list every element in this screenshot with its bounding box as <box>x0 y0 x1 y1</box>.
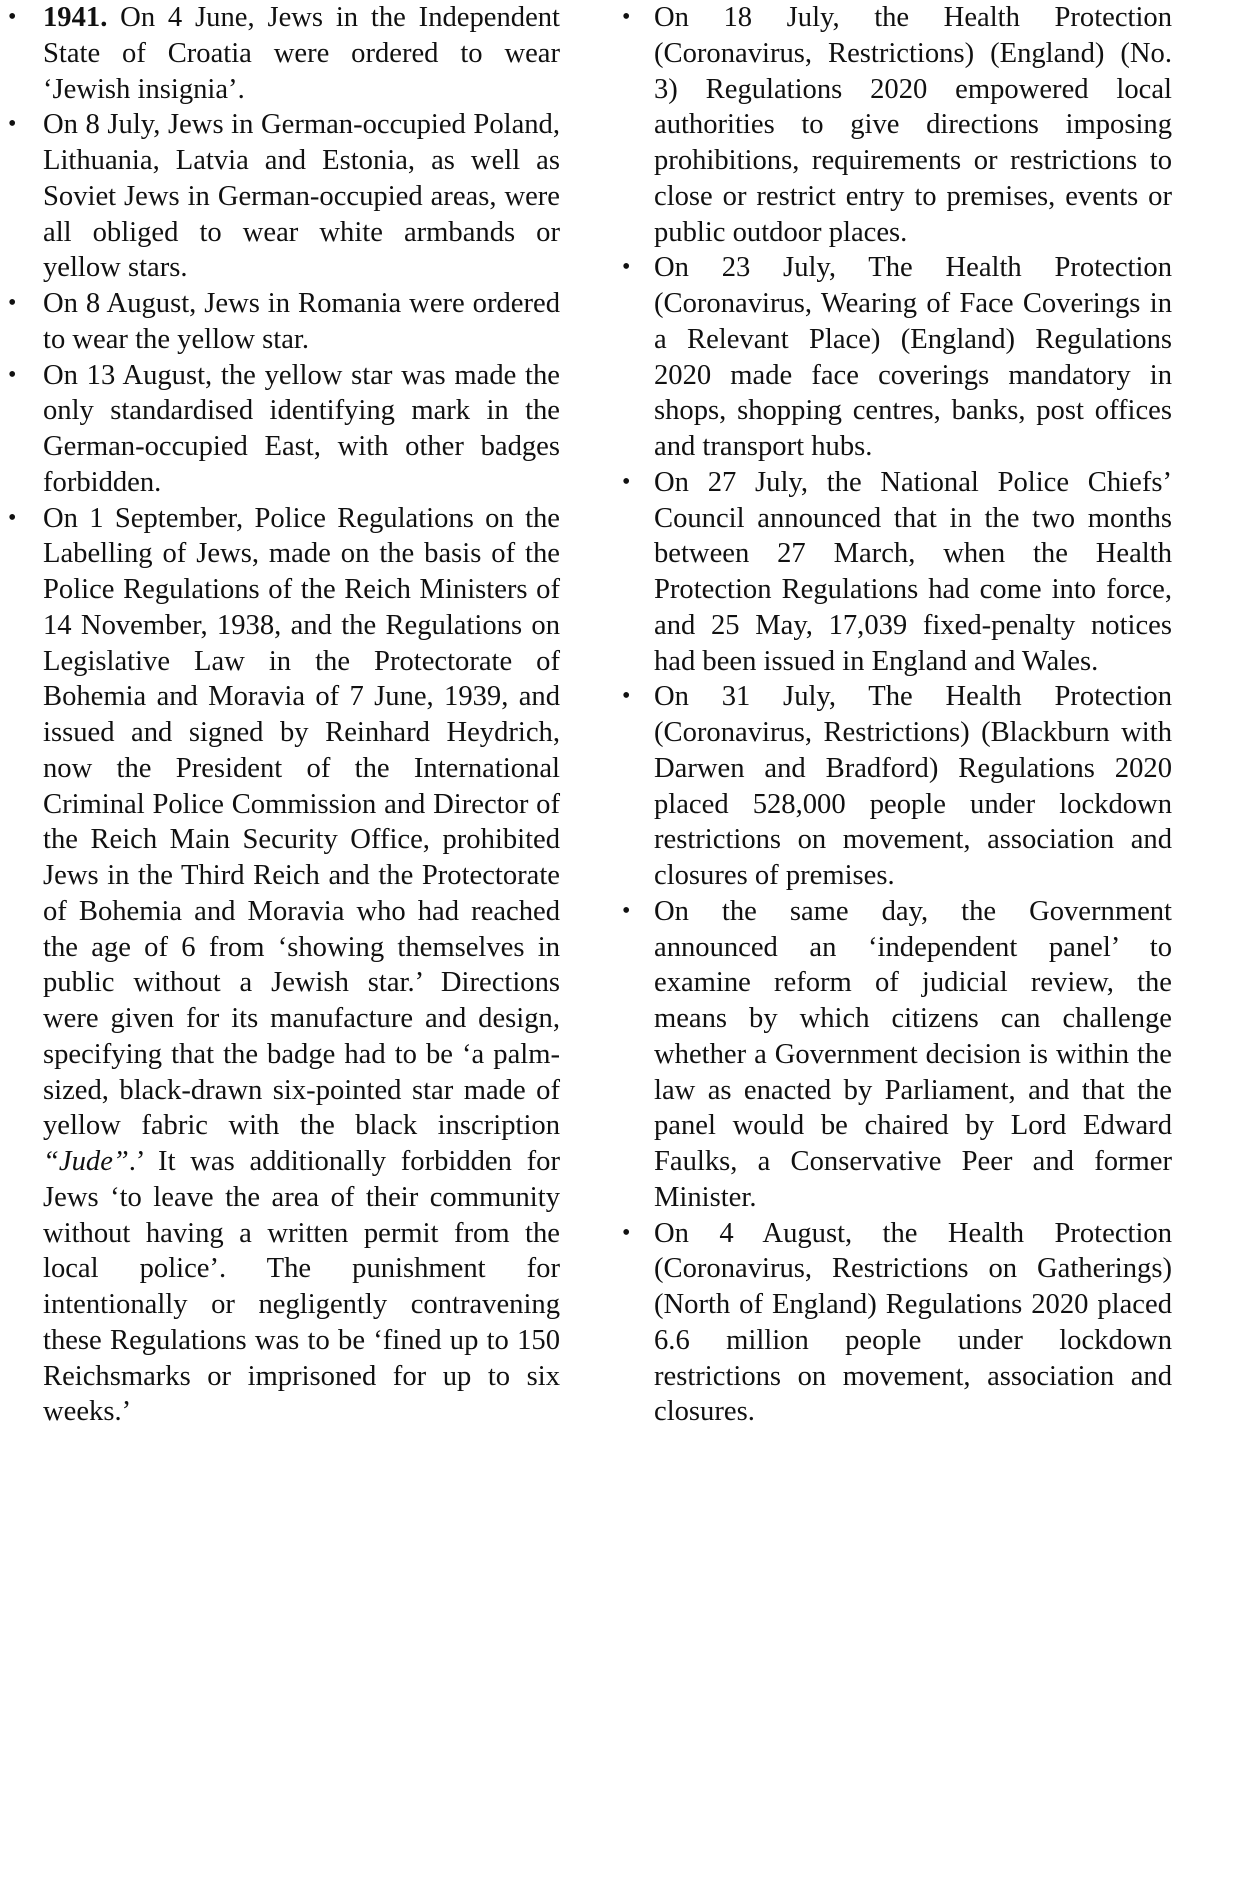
list-item <box>614 0 1172 250</box>
bullet-icon: • <box>8 111 17 138</box>
item-text: On 27 July, the National Police Chiefs’ Council announced that in the two months between 27 March, when the Health Protection Regulations had come into force, and 25 May, 17,039 fixed-penalty notices had been issued in England and Wales. <box>654 466 1172 677</box>
item-text: On 4 June, Jews in the Independent State of Croatia were ordered to wear ‘Jewish insignia’. <box>43 2 560 105</box>
item-text: On 31 July, The Health Protection (Coronavirus, Restrictions) (Blackburn with Darwen and Bradford) Regulations 2020 placed 528,000 people under lockdown restrictions on movement, association and closures of premises. <box>654 681 1172 891</box>
list-item <box>614 465 1172 680</box>
bullet-icon: • <box>622 254 631 281</box>
list-item <box>614 894 1172 1216</box>
bullet-icon: • <box>8 290 17 316</box>
list-item <box>0 358 560 501</box>
bullet-icon: • <box>622 4 631 30</box>
bullet-icon: • <box>8 504 17 531</box>
bullet-icon: • <box>8 361 17 388</box>
bullet-icon: • <box>622 897 631 924</box>
list-item <box>0 286 560 358</box>
item-text: On 8 July, Jews in German-occupied Poland, Lithuania, Latvia and Estonia, as well as Soviet Jews in German-occupied areas, were all obliged to wear white armbands or yellow stars. <box>43 109 560 284</box>
bullet-icon: • <box>8 4 17 30</box>
item-text: On 23 July, The Health Protection (Coronavirus, Wearing of Face Coverings in a Relevant Place) (England) Regulations 2020 made face coverings mandatory in shops, shopping centres, banks, post offices and transport hubs. <box>654 252 1172 462</box>
right-bullet-list <box>614 0 1172 1430</box>
list-item <box>0 107 560 286</box>
item-text: On 8 August, Jews in Romania were ordered to wear the yellow star. <box>43 288 560 355</box>
list-item <box>614 1216 1172 1431</box>
item-text-continued: .’ It was additionally forbidden for Jews ‘to leave the area of their community without having a written permit from the local police’. The punishment for intentionally or negligently contravening these Regulations was to be ‘fined up to 150 Reichsmarks or imprisoned for up to six weeks.’ <box>43 1146 560 1428</box>
left-column <box>0 0 560 1430</box>
right-column <box>614 0 1172 1430</box>
italic-inscription: “Jude” <box>43 1146 129 1177</box>
list-item <box>0 501 560 1431</box>
bullet-icon: • <box>622 1219 631 1246</box>
item-text: On 4 August, the Health Protection (Coronavirus, Restrictions on Gatherings) (North of England) Regulations 2020 placed 6.6 million people under lockdown restrictions on movement, association and closures. <box>654 1217 1172 1428</box>
list-item <box>0 0 560 107</box>
item-text: On 18 July, the Health Protection (Coronavirus, Restrictions) (England) (No. 3) Regulations 2020 empowered local authorities to give directions imposing prohibitions, requirements or restrictions to close or restrict entry to premises, events or public outdoor places. <box>654 2 1172 248</box>
bullet-icon: • <box>622 468 631 495</box>
year-label: 1941. <box>43 2 108 33</box>
bullet-icon: • <box>622 683 631 710</box>
item-text: On 13 August, the yellow star was made the only standardised identifying mark in the German-occupied East, with other badges forbidden. <box>43 359 560 498</box>
list-item <box>614 250 1172 465</box>
item-text: On the same day, the Government announced an ‘independent panel’ to examine reform of judicial review, the means by which citizens can challenge whether a Government decision is within the law as enacted by Parliament, and that the panel would be chaired by Lord Edward Faulks, a Conservative Peer and former Minister. <box>654 895 1172 1213</box>
list-item <box>614 679 1172 894</box>
left-bullet-list <box>0 0 560 1430</box>
item-text: On 1 September, Police Regulations on the Labelling of Jews, made on the basis of the Police Regulations of the Reich Ministers of 14 November, 1938, and the Regulations on Legislative Law in the Protectorate of Bohemia and Moravia of 7 June, 1939, and issued and signed by Reinhard Heydrich, now the President of the International Criminal Police Commission and Director of the Reich Main Security Office, prohibited Jews in the Third Reich and the Protectorate of Bohemia and Moravia who had reached the age of 6 from ‘showing themselves in public without a Jewish star.’ Directions were given for its manufacture and design, specifying that the badge had to be ‘a palm-sized, black-drawn six-pointed star made of yellow fabric with the black inscription <box>43 502 560 1142</box>
